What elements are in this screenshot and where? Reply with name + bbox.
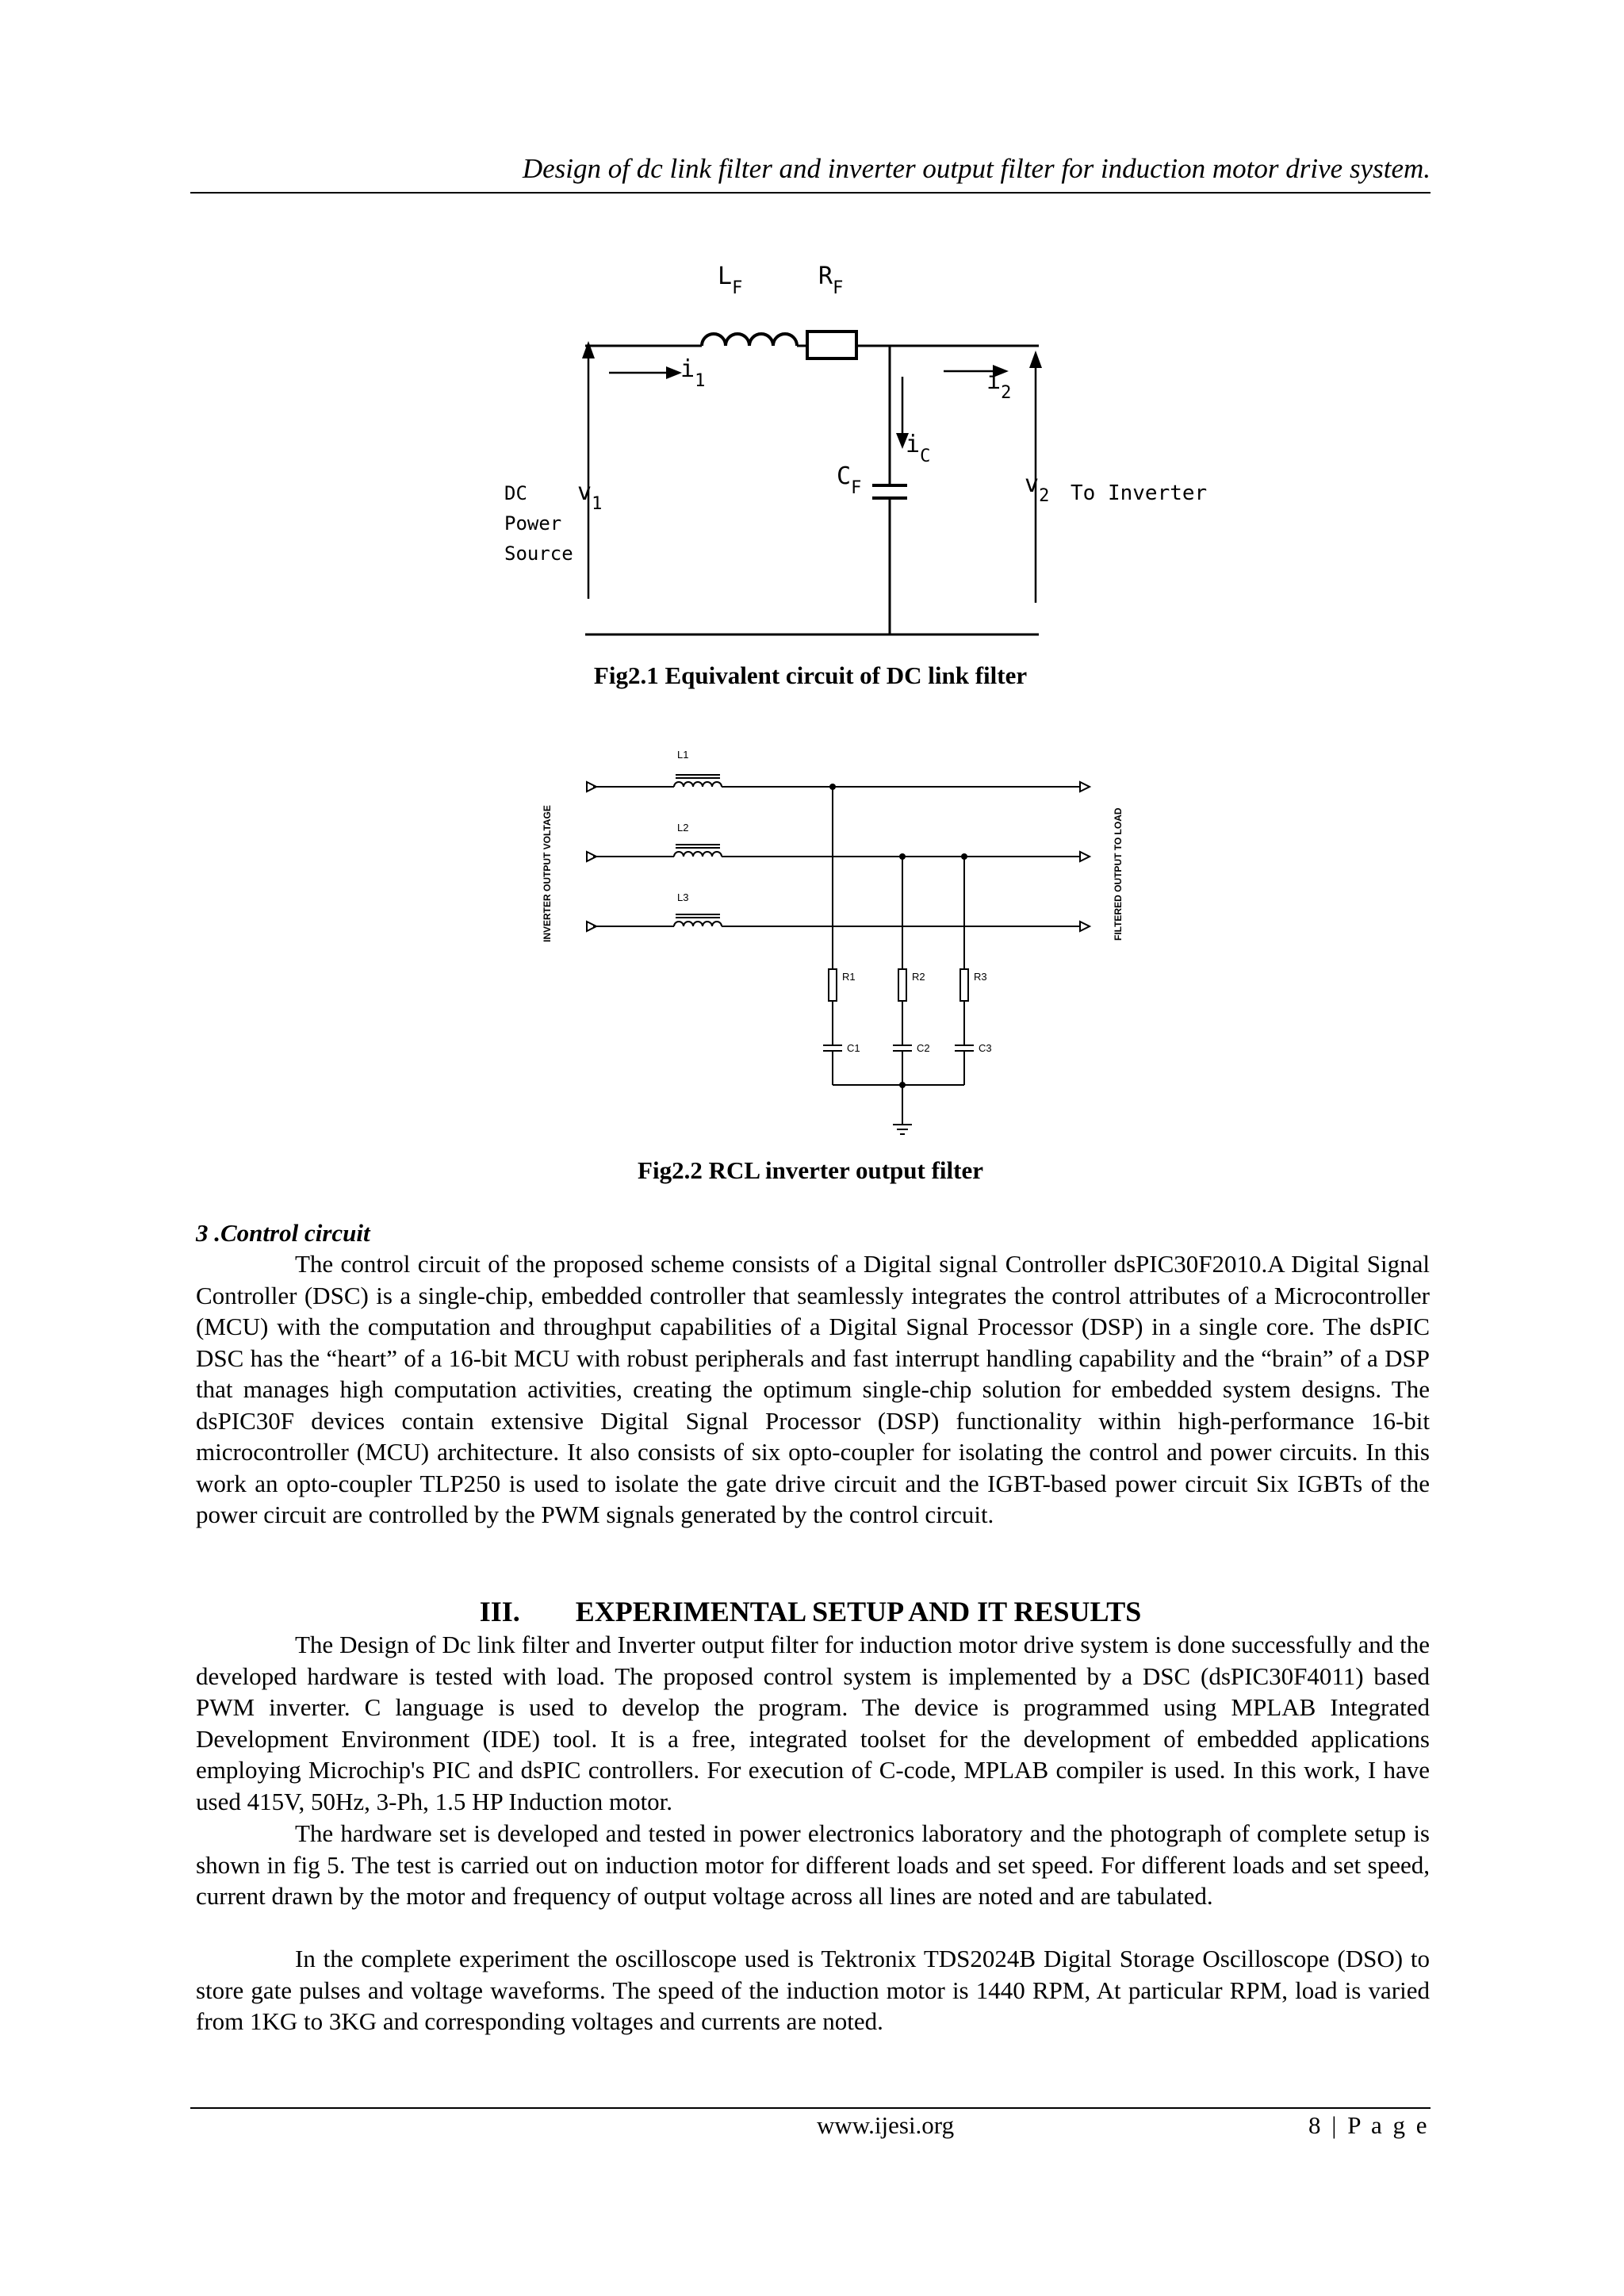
label-lf: $L_F$ bbox=[718, 263, 743, 298]
footer-url: www.ijesi.org bbox=[817, 2111, 955, 2139]
footer-page-number: 8 | P a g e bbox=[1308, 2111, 1430, 2139]
label-r2: R2 bbox=[912, 971, 925, 983]
label-i1: $i_1$ bbox=[680, 355, 706, 391]
label-l3: L3 bbox=[677, 891, 689, 903]
label-i2: $i_2$ bbox=[986, 367, 1012, 403]
label-to-inverter: To Inverter bbox=[1071, 481, 1208, 505]
section-iii-title: EXPERIMENTAL SETUP AND IT RESULTS bbox=[575, 1596, 1142, 1627]
fig21-caption: Fig2.1 Equivalent circuit of DC link filter bbox=[593, 661, 1028, 689]
label-c3: C3 bbox=[979, 1042, 992, 1054]
v2-arrowhead bbox=[1029, 351, 1042, 368]
fig22-caption: Fig2.2 RCL inverter output filter bbox=[638, 1156, 983, 1184]
i1-arrowhead bbox=[666, 366, 682, 379]
v1-arrowhead bbox=[582, 341, 595, 358]
inductor-l3 bbox=[674, 922, 722, 926]
label-cf: $C_F$ bbox=[837, 462, 862, 498]
section-iii-paragraph-3: In the complete experiment the oscilloscope used is Tektronix TDS2024B Digital Storage Oscilloscope (DSO) to store gate pulses and voltage waveforms. The speed of the induction motor is 1440 RPM, At particular RPM, load is varied from 1KG to 3KG and corresponding voltages and currents are noted. bbox=[196, 1945, 1430, 2035]
label-dc: DC bbox=[504, 482, 527, 504]
label-r1: R1 bbox=[842, 971, 856, 983]
label-v2: $v_2$ bbox=[1025, 470, 1050, 506]
label-filtered-output-to-load: FILTERED OUTPUT TO LOAD bbox=[1113, 807, 1124, 941]
label-r3: R3 bbox=[974, 971, 987, 983]
label-c1: C1 bbox=[847, 1042, 860, 1054]
section-iii-paragraph-1: The Design of Dc link filter and Inverter output filter for induction motor drive system is done successfully and the developed hardware is tested with load. The proposed control system is implemented by a DSC (dsPIC30F4011) based PWM inverter. C language is used to develop the program. The device is programmed using MPLAB Integrated Development Environment (IDE) tool. It is a free, integrated toolset for the development of embedded applications employing Microchip's PIC and dsPIC controllers. For execution of C-code, MPLAB compiler is used. In this work, I have used 415V, 50Hz, 3-Ph, 1.5 HP Induction motor. bbox=[196, 1631, 1430, 1815]
label-inverter-output-voltage: INVERTER OUTPUT VOLTAGE bbox=[542, 805, 553, 942]
section-3-paragraph: The control circuit of the proposed scheme consists of a Digital signal Controller dsPIC30F2010.A Digital Signal Controller (DSC) is a single-chip, embedded controller that seamlessly integrates the control attributes of a Microcontroller (MCU) with the computation and throughput capabilities of a Digital Signal Processor (DSP) in a single core. The dsPIC DSC has the “heart” of a 16-bit MCU with robust peripherals and fast interrupt handling capability and the “brain” of a DSP that manages high computation activities, creating the optimum single-chip solution for embedded system designs. The dsPIC30F devices contain extensive Digital Signal Processor (DSP) functionality within high-performance 16-bit microcontroller (MCU) architecture. It also consists of six opto-coupler for isolating the control and power circuits. In this work an opto-coupler TLP250 is used to isolate the gate drive circuit and the IGBT-based power circuit Six IGBTs of the power circuit are controlled by the PWM signals generated by the control circuit. bbox=[196, 1250, 1430, 1528]
footer-rule bbox=[190, 2107, 1431, 2109]
running-header: Design of dc link filter and inverter output filter for induction motor drive system. bbox=[522, 153, 1431, 184]
section-iii-heading bbox=[190, 1594, 1431, 1629]
label-ic: $i_C$ bbox=[906, 431, 931, 466]
resistor-r3 bbox=[960, 969, 968, 1001]
inductor-l1 bbox=[674, 782, 722, 787]
label-power: Power bbox=[504, 512, 562, 535]
label-c2: C2 bbox=[917, 1042, 930, 1054]
section-3-heading: 3 .Control circuit bbox=[196, 1219, 370, 1247]
label-l1: L1 bbox=[677, 749, 689, 761]
label-source: Source bbox=[504, 542, 573, 565]
resistor-rf bbox=[807, 332, 856, 358]
label-l2: L2 bbox=[677, 822, 689, 834]
header-rule bbox=[190, 192, 1431, 194]
inductor-lf bbox=[702, 334, 797, 346]
label-rf: $R_F$ bbox=[818, 263, 844, 298]
rcl-filter-schematic bbox=[523, 742, 1142, 1154]
resistor-r1 bbox=[829, 969, 837, 1001]
section-iii-number: III. bbox=[479, 1596, 520, 1627]
inductor-l2 bbox=[674, 852, 722, 857]
resistor-r2 bbox=[898, 969, 906, 1001]
label-v1: $v_1$ bbox=[577, 478, 603, 514]
section-iii-paragraph-2: The hardware set is developed and tested in power electronics laboratory and the photograph of complete setup is shown in fig 5. The test is carried out on induction motor for different loads and set speed. For different loads and set speed, current drawn by the motor and frequency of output voltage across all lines are noted and are tabulated. bbox=[196, 1819, 1430, 1910]
dc-link-filter-schematic bbox=[476, 254, 1208, 650]
